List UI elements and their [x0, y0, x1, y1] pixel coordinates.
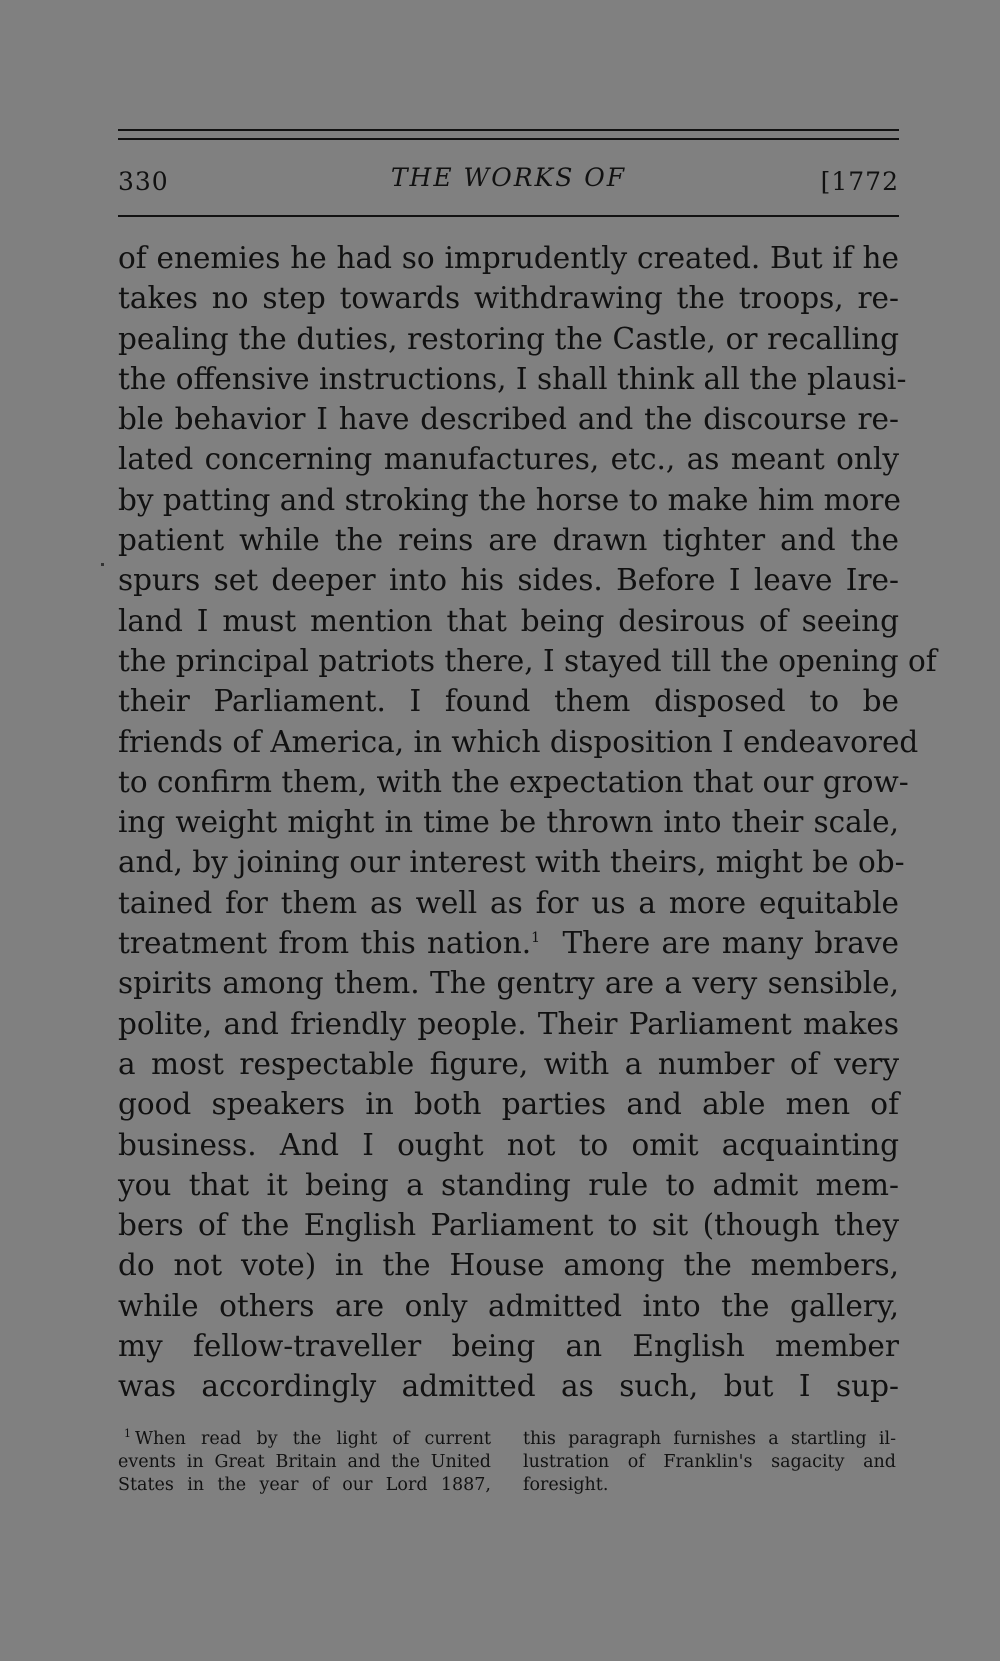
- footnote-line-text: When read by the light of current: [135, 1429, 491, 1449]
- body-line: by patting and stroking the horse to make him more: [118, 482, 901, 517]
- body-line-tail: There are many brave: [562, 926, 899, 961]
- header-rule: [118, 215, 899, 217]
- body-line: lated concerning manufactures, etc., as meant only: [118, 442, 899, 477]
- body-line: business. And I ought not to omit acquainting: [118, 1127, 899, 1162]
- body-line: and, by joining our interest with theirs, might be ob-: [118, 845, 905, 880]
- footnote-line: events in Great Britain and the United: [118, 1452, 491, 1472]
- footnote-left-column: [118, 1428, 491, 1497]
- running-title: THE WORKS OF: [390, 163, 627, 192]
- body-line: bers of the English Parliament to sit (though they: [118, 1208, 899, 1243]
- body-line: of enemies he had so imprudently created. But if he: [118, 241, 899, 275]
- top-double-rule-upper: [118, 129, 899, 131]
- footnote-right-column: [523, 1428, 896, 1497]
- footnote-reference: 1: [531, 930, 540, 947]
- body-line: ble behavior I have described and the discourse re-: [118, 402, 899, 437]
- body-line: a most respectable figure, with a number of very: [118, 1046, 899, 1081]
- body-line: spirits among them. The gentry are a very sensible,: [118, 966, 899, 1001]
- body-line-with-footnote: [118, 923, 899, 963]
- body-line: patient while the reins are drawn tighter and the: [118, 523, 899, 558]
- body-line: polite, and friendly people. Their Parliament makes: [118, 1006, 899, 1041]
- body-line: my fellow-traveller being an English member: [118, 1329, 899, 1364]
- body-line: do not vote) in the House among the members,: [118, 1248, 899, 1283]
- footnote-line: this paragraph furnishes a startling il-: [523, 1429, 896, 1449]
- body-line: the offensive instructions, I shall think all the plausi-: [118, 361, 907, 396]
- body-line: was accordingly admitted as such, but I sup-: [118, 1369, 899, 1404]
- body-line: good speakers in both parties and able men of: [118, 1087, 899, 1122]
- print-speck: [101, 563, 104, 566]
- body-line: their Parliament. I found them disposed to be: [118, 684, 899, 719]
- body-line-text: treatment from this nation.: [118, 926, 532, 961]
- body-line: the principal patriots there, I stayed till the opening of: [118, 643, 937, 678]
- top-double-rule-lower: [118, 138, 899, 140]
- body-line: you that it being a standing rule to admit mem-: [118, 1167, 899, 1202]
- body-line: spurs set deeper into his sides. Before I leave Ire-: [118, 563, 899, 598]
- footnote-line: lustration of Franklin's sagacity and: [523, 1452, 896, 1472]
- body-text: [118, 238, 937, 1407]
- page-number: 330: [118, 167, 169, 196]
- body-line: tained for them as well as for us a more equitable: [118, 885, 899, 920]
- body-line: to confirm them, with the expectation that our grow-: [118, 764, 909, 799]
- body-line: land I must mention that being desirous of seeing: [118, 603, 899, 638]
- footnote-marker: 1: [124, 1427, 131, 1441]
- body-line: friends of America, in which disposition I endeavored: [118, 724, 919, 759]
- footnote-line: [118, 1428, 491, 1451]
- footnote-line: States in the year of our Lord 1887,: [118, 1475, 491, 1495]
- body-line: ing weight might in time be thrown into their scale,: [118, 805, 899, 840]
- body-line: pealing the duties, restoring the Castle, or recalling: [118, 321, 899, 356]
- body-line: while others are only admitted into the gallery,: [118, 1288, 899, 1323]
- running-head: [118, 163, 899, 199]
- running-year: [1772: [820, 167, 899, 196]
- body-line: takes no step towards withdrawing the troops, re-: [118, 281, 899, 316]
- footnote-line: foresight.: [523, 1475, 609, 1495]
